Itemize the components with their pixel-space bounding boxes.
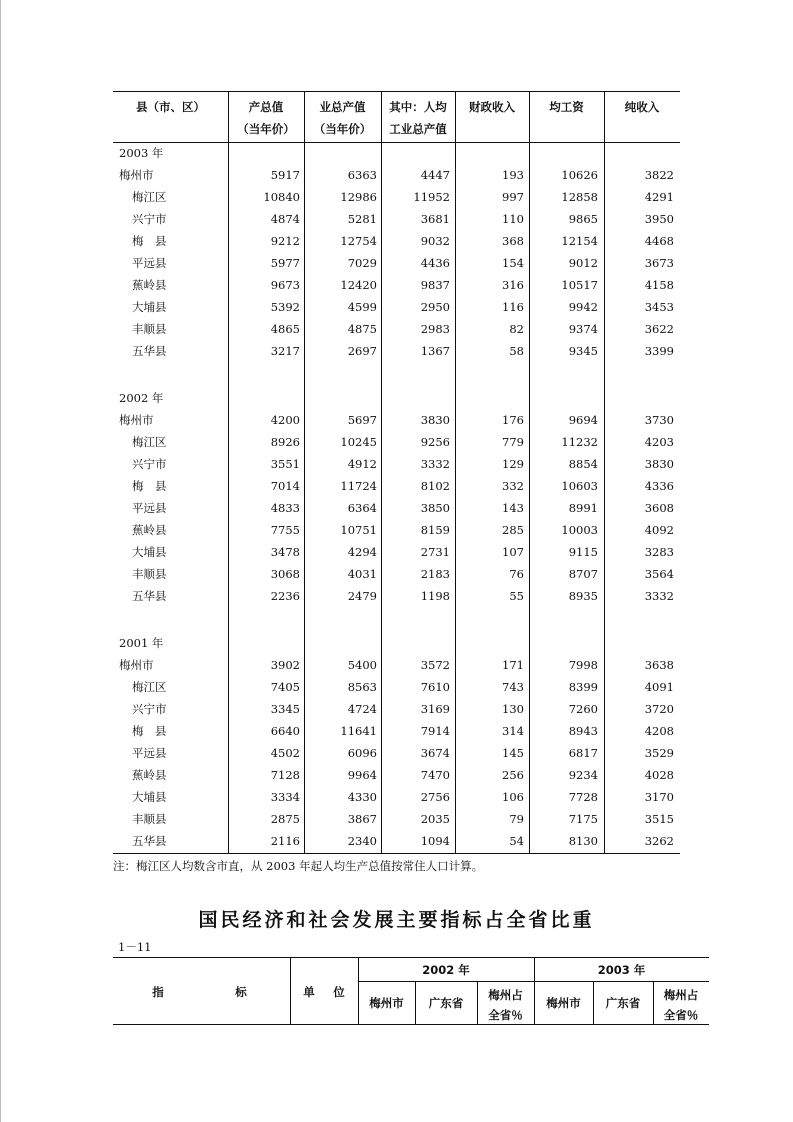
fiscal-revenue-cell: 256	[502, 768, 524, 782]
header-unit-part2: 位	[333, 985, 345, 999]
industrial-output-cell: 4875	[347, 322, 377, 336]
table-top-rule	[113, 91, 680, 92]
county-name: 大埔县	[132, 790, 167, 804]
table-row	[113, 318, 680, 340]
industrial-output-cell: 4330	[347, 790, 377, 804]
average-wage-cell: 9234	[568, 768, 598, 782]
industrial-output-cell: 12420	[340, 278, 377, 292]
per-capita-industrial-cell: 7470	[420, 768, 450, 782]
fiscal-revenue-cell: 316	[502, 278, 524, 292]
per-capita-industrial-cell: 4447	[420, 168, 450, 182]
header-per-capita-industrial: 其中：人均 工业总产值	[389, 100, 447, 136]
per-capita-industrial-cell: 9256	[420, 435, 450, 449]
average-wage-cell: 8935	[568, 589, 598, 603]
county-name: 五华县	[132, 589, 167, 603]
fiscal-revenue-cell: 145	[502, 746, 524, 760]
fiscal-revenue-cell: 154	[502, 256, 524, 270]
header-share-2002-line2: 全省％	[488, 1008, 523, 1022]
net-income-cell: 3564	[644, 567, 674, 581]
table-row	[113, 654, 680, 676]
net-income-cell: 3950	[644, 212, 674, 226]
column-divider	[290, 957, 291, 1025]
net-income-cell: 4091	[644, 680, 674, 694]
fiscal-revenue-cell: 743	[502, 680, 524, 694]
industrial-output-cell: 11724	[340, 479, 377, 493]
table-row	[113, 764, 680, 786]
net-income-cell: 4158	[644, 278, 674, 292]
gdp-cell: 7014	[270, 479, 300, 493]
net-income-cell: 3622	[644, 322, 674, 336]
fiscal-revenue-cell: 176	[502, 413, 524, 427]
county-name: 五华县	[132, 344, 167, 358]
average-wage-cell: 9865	[568, 212, 598, 226]
county-name: 大埔县	[132, 300, 167, 314]
table-row	[113, 274, 680, 296]
year-label: 2003 年	[119, 146, 164, 160]
fiscal-revenue-cell: 116	[502, 300, 524, 314]
industrial-output-cell: 5697	[347, 413, 377, 427]
net-income-cell: 3453	[644, 300, 674, 314]
table-row	[113, 676, 680, 698]
average-wage-cell: 8943	[568, 724, 598, 738]
industrial-output-cell: 8563	[347, 680, 377, 694]
fiscal-revenue-cell: 130	[502, 702, 524, 716]
table-row	[113, 698, 680, 720]
gdp-cell: 3217	[270, 344, 300, 358]
net-income-cell: 3332	[644, 589, 674, 603]
gdp-cell: 5392	[270, 300, 300, 314]
industrial-output-cell: 5400	[347, 658, 377, 672]
header-county: 县（市、区）	[136, 100, 205, 114]
industrial-output-cell: 4294	[347, 545, 377, 559]
fiscal-revenue-cell: 55	[509, 589, 524, 603]
table-row	[113, 720, 680, 742]
table2-header-rule	[113, 1024, 709, 1025]
industrial-output-cell: 2479	[347, 589, 377, 603]
average-wage-cell: 6817	[568, 746, 598, 760]
fiscal-revenue-cell: 106	[502, 790, 524, 804]
net-income-cell: 3399	[644, 344, 674, 358]
net-income-cell: 4208	[644, 724, 674, 738]
net-income-cell: 3608	[644, 501, 674, 515]
gdp-cell: 9212	[270, 234, 300, 248]
industrial-output-cell: 6363	[347, 168, 377, 182]
per-capita-industrial-cell: 1094	[420, 834, 450, 848]
industrial-output-cell: 12754	[340, 234, 377, 248]
industrial-output-cell: 6096	[347, 746, 377, 760]
industrial-output-cell: 11641	[340, 724, 377, 738]
per-capita-industrial-cell: 1198	[420, 589, 450, 603]
county-name: 蕉岭县	[132, 278, 167, 292]
gdp-cell: 2116	[270, 834, 300, 848]
average-wage-cell: 9374	[568, 322, 598, 336]
net-income-cell: 3638	[644, 658, 674, 672]
per-capita-industrial-cell: 2035	[420, 812, 450, 826]
county-name: 平远县	[132, 501, 167, 515]
header-guangdong-2003: 广东省	[605, 996, 641, 1010]
county-name: 平远县	[132, 256, 167, 270]
year-label: 2001 年	[119, 636, 164, 650]
per-capita-industrial-cell: 9837	[420, 278, 450, 292]
county-name: 兴宁市	[132, 702, 167, 716]
average-wage-cell: 7175	[568, 812, 598, 826]
gdp-cell: 4833	[270, 501, 300, 515]
fiscal-revenue-cell: 368	[502, 234, 524, 248]
gdp-cell: 3478	[270, 545, 300, 559]
year-heading	[113, 142, 680, 164]
year-label: 2002 年	[119, 391, 164, 405]
table-row	[113, 296, 680, 318]
gdp-cell: 6640	[270, 724, 300, 738]
county-name: 梅江区	[132, 680, 167, 694]
per-capita-industrial-cell: 2756	[420, 790, 450, 804]
table-row	[113, 808, 680, 830]
net-income-cell: 4291	[644, 190, 674, 204]
fiscal-revenue-cell: 79	[509, 812, 524, 826]
table2-top-rule	[113, 957, 709, 958]
header-indicator-part1: 指	[152, 985, 164, 999]
county-name: 梅 县	[132, 479, 167, 493]
county-name: 兴宁市	[132, 212, 167, 226]
net-income-cell: 3529	[644, 746, 674, 760]
net-income-cell: 3283	[644, 545, 674, 559]
gdp-cell: 3068	[270, 567, 300, 581]
header-share-2003-line1: 梅州占	[663, 988, 699, 1002]
average-wage-cell: 10517	[561, 278, 598, 292]
average-wage-cell: 7260	[568, 702, 598, 716]
table-row	[113, 252, 680, 274]
net-income-cell: 3515	[644, 812, 674, 826]
industrial-output-cell: 9964	[347, 768, 377, 782]
county-name: 梅江区	[132, 435, 167, 449]
industrial-output-cell: 10245	[340, 435, 377, 449]
table-row	[113, 431, 680, 453]
per-capita-industrial-cell: 3169	[420, 702, 450, 716]
per-capita-industrial-cell: 8159	[420, 523, 450, 537]
fiscal-revenue-cell: 314	[502, 724, 524, 738]
county-name: 平远县	[132, 746, 167, 760]
header-fiscal-revenue: 财政收入	[469, 100, 515, 114]
average-wage-cell: 11232	[561, 435, 598, 449]
table-row	[113, 563, 680, 585]
table-footnote: 注：梅江区人均数含市直，从 2003 年起人均生产总值按常住人口计算。	[113, 859, 484, 873]
header-share-2002	[477, 985, 534, 1025]
table-row	[113, 164, 680, 186]
net-income-cell: 4092	[644, 523, 674, 537]
table-row	[113, 742, 680, 764]
net-income-cell: 3720	[644, 702, 674, 716]
header-share-2003-line2: 全省％	[663, 1008, 699, 1022]
header-indicator-part2: 标	[235, 985, 247, 999]
average-wage-cell: 8707	[568, 567, 598, 581]
header-industrial-output: 业总产值 （当年价）	[313, 100, 372, 136]
county-name: 大埔县	[132, 545, 167, 559]
industrial-output-cell: 4031	[347, 567, 377, 581]
industrial-output-cell: 6364	[347, 501, 377, 515]
net-income-cell: 4336	[644, 479, 674, 493]
average-wage-cell: 8991	[568, 501, 598, 515]
year-heading	[113, 387, 680, 409]
average-wage-cell: 10603	[561, 479, 598, 493]
average-wage-cell: 7998	[568, 658, 598, 672]
fiscal-revenue-cell: 997	[502, 190, 524, 204]
county-name: 蕉岭县	[132, 768, 167, 782]
fiscal-revenue-cell: 129	[502, 457, 524, 471]
gdp-cell: 3334	[270, 790, 300, 804]
county-name: 蕉岭县	[132, 523, 167, 537]
per-capita-industrial-cell: 3332	[420, 457, 450, 471]
table-row	[113, 830, 680, 852]
average-wage-cell: 9115	[568, 545, 598, 559]
section-title: 国民经济和社会发展主要指标占全省比重	[198, 909, 595, 931]
per-capita-industrial-cell: 3850	[420, 501, 450, 515]
average-wage-cell: 12154	[561, 234, 598, 248]
table-row	[113, 230, 680, 252]
gdp-cell: 4874	[270, 212, 300, 226]
header-gdp: 产总值 （当年价）	[237, 100, 295, 136]
per-capita-industrial-cell: 3681	[420, 212, 450, 226]
average-wage-cell: 9694	[568, 413, 598, 427]
gdp-cell: 7405	[270, 680, 300, 694]
header-year-2003: 2003 年	[597, 963, 646, 977]
per-capita-industrial-cell: 1367	[420, 344, 450, 358]
average-wage-cell: 8399	[568, 680, 598, 694]
industrial-output-cell: 2697	[347, 344, 377, 358]
county-name: 梅 县	[132, 234, 167, 248]
industrial-output-cell: 5281	[347, 212, 377, 226]
gdp-cell: 2236	[270, 589, 300, 603]
per-capita-industrial-cell: 2731	[420, 545, 450, 559]
county-name: 梅州市	[119, 168, 154, 182]
table-row	[113, 208, 680, 230]
header-meizhou-2002: 梅州市	[369, 996, 404, 1010]
table-row	[113, 497, 680, 519]
net-income-cell: 3830	[644, 457, 674, 471]
net-income-cell: 3673	[644, 256, 674, 270]
county-name: 丰顺县	[132, 812, 167, 826]
per-capita-industrial-cell: 7610	[420, 680, 450, 694]
net-income-cell: 4468	[644, 234, 674, 248]
county-name: 梅江区	[132, 190, 167, 204]
industrial-output-cell: 12986	[340, 190, 377, 204]
table-row	[113, 453, 680, 475]
per-capita-industrial-cell: 2950	[420, 300, 450, 314]
county-name: 丰顺县	[132, 567, 167, 581]
header-year-2002: 2002 年	[422, 963, 470, 977]
table-row	[113, 186, 680, 208]
fiscal-revenue-cell: 110	[502, 212, 524, 226]
industrial-output-cell: 3867	[347, 812, 377, 826]
table-row	[113, 340, 680, 362]
province-share-table-header	[113, 957, 709, 1025]
county-name: 梅州市	[119, 658, 154, 672]
per-capita-industrial-cell: 8102	[420, 479, 450, 493]
fiscal-revenue-cell: 54	[509, 834, 524, 848]
average-wage-cell: 9012	[568, 256, 598, 270]
header-unit-part1: 单	[303, 985, 315, 999]
per-capita-industrial-cell: 4436	[420, 256, 450, 270]
fiscal-revenue-cell: 107	[502, 545, 524, 559]
fiscal-revenue-cell: 332	[502, 479, 524, 493]
fiscal-revenue-cell: 171	[502, 658, 524, 672]
header-meizhou-2003: 梅州市	[546, 996, 581, 1010]
gdp-cell: 7128	[270, 768, 300, 782]
county-name: 兴宁市	[132, 457, 167, 471]
net-income-cell: 3822	[644, 168, 674, 182]
per-capita-industrial-cell: 3572	[420, 658, 450, 672]
average-wage-cell: 12858	[561, 190, 598, 204]
fiscal-revenue-cell: 779	[502, 435, 524, 449]
net-income-cell: 3730	[644, 413, 674, 427]
header-average-wage: 均工资	[549, 100, 584, 114]
county-name: 丰顺县	[132, 322, 167, 336]
table-number: 1－11	[118, 940, 152, 954]
table-row	[113, 475, 680, 497]
per-capita-industrial-cell: 3674	[420, 746, 450, 760]
county-name: 梅 县	[132, 724, 167, 738]
gdp-cell: 4502	[270, 746, 300, 760]
average-wage-cell: 9345	[568, 344, 598, 358]
county-name: 五华县	[132, 834, 167, 848]
gdp-cell: 3345	[270, 702, 300, 716]
table-row	[113, 541, 680, 563]
average-wage-cell: 10626	[561, 168, 598, 182]
average-wage-cell: 8130	[568, 834, 598, 848]
net-income-cell: 4028	[644, 768, 674, 782]
industrial-output-cell: 10751	[340, 523, 377, 537]
gdp-cell: 5917	[270, 168, 300, 182]
gdp-cell: 9673	[270, 278, 300, 292]
gdp-cell: 7755	[270, 523, 300, 537]
per-capita-industrial-cell: 9032	[420, 234, 450, 248]
per-capita-industrial-cell: 7914	[420, 724, 450, 738]
net-income-cell: 4203	[644, 435, 674, 449]
gdp-cell: 3551	[270, 457, 300, 471]
table-row	[113, 585, 680, 607]
average-wage-cell: 10003	[561, 523, 598, 537]
industrial-output-cell: 2340	[347, 834, 377, 848]
fiscal-revenue-cell: 82	[509, 322, 524, 336]
average-wage-cell: 8854	[568, 457, 598, 471]
gdp-cell: 8926	[270, 435, 300, 449]
page-left-border	[0, 0, 1, 1122]
gdp-cell: 4200	[270, 413, 300, 427]
fiscal-revenue-cell: 193	[502, 168, 524, 182]
fiscal-revenue-cell: 143	[502, 501, 524, 515]
per-capita-industrial-cell: 2983	[420, 322, 450, 336]
gdp-cell: 3902	[270, 658, 300, 672]
industrial-output-cell: 4724	[347, 702, 377, 716]
table-row	[113, 786, 680, 808]
gdp-cell: 5977	[270, 256, 300, 270]
header-share-2003	[653, 985, 709, 1025]
net-income-cell: 3170	[644, 790, 674, 804]
year-heading	[113, 632, 680, 654]
per-capita-industrial-cell: 2183	[420, 567, 450, 581]
per-capita-industrial-cell: 11952	[413, 190, 450, 204]
table-bottom-rule	[113, 853, 680, 854]
average-wage-cell: 7728	[568, 790, 598, 804]
fiscal-revenue-cell: 285	[502, 523, 524, 537]
table-row	[113, 409, 680, 431]
header-net-income: 纯收入	[624, 100, 660, 114]
table-row	[113, 519, 680, 541]
fiscal-revenue-cell: 76	[509, 567, 524, 581]
county-name: 梅州市	[119, 413, 154, 427]
industrial-output-cell: 4599	[347, 300, 377, 314]
gdp-cell: 10840	[263, 190, 300, 204]
gdp-cell: 2875	[270, 812, 300, 826]
average-wage-cell: 9942	[568, 300, 598, 314]
header-guangdong-2002: 广东省	[428, 996, 464, 1010]
fiscal-revenue-cell: 58	[509, 344, 524, 358]
net-income-cell: 3262	[644, 834, 674, 848]
header-share-2002-line1: 梅州占	[488, 988, 523, 1002]
per-capita-industrial-cell: 3830	[420, 413, 450, 427]
industrial-output-cell: 7029	[347, 256, 377, 270]
gdp-cell: 4865	[270, 322, 300, 336]
industrial-output-cell: 4912	[347, 457, 377, 471]
